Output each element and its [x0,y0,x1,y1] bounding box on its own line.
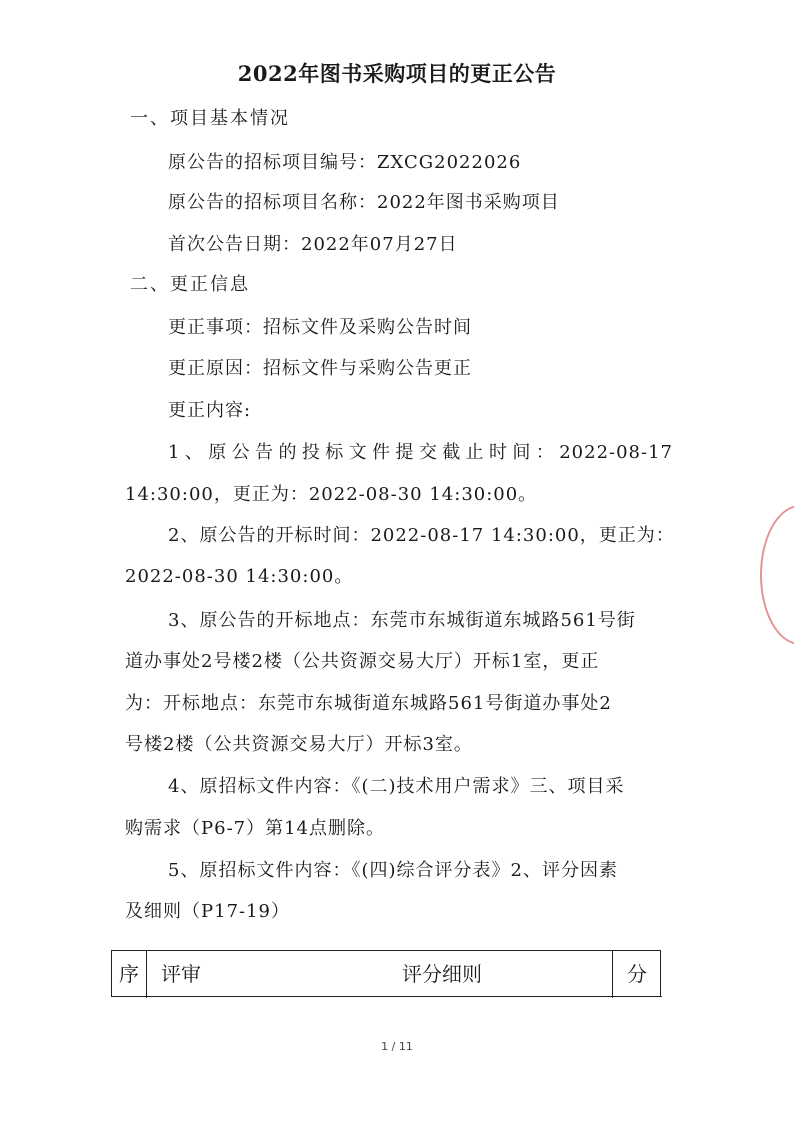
item-5-line-a: 5、原招标文件内容：《(四)综合评分表》2、评分因素 [168,860,618,881]
correction-content-label: 更正内容: [168,400,252,421]
item-1-line-a: 1、原公告的投标文件提交截止时间：2022-08-17 [168,442,673,463]
item-3-line-b: 道办事处2号楼2楼（公共资源交易大厅）开标1室，更正 [125,651,600,672]
correction-matter-line: 更正事项：招标文件及采购公告时间 [168,317,472,338]
project-name-line: 原公告的招标项目名称：2022年图书采购项目 [168,192,560,213]
table-header-index: 序 [112,951,147,998]
table-header-scoring-details: 评分细则 [402,962,482,986]
item-4-line-a: 4、原招标文件内容：《(二)技术用户需求》三、项目采 [168,776,625,797]
red-seal-stamp [760,505,794,645]
item-3-line-d: 号楼2楼（公共资源交易大厅）开标3室。 [125,734,473,755]
section-heading-correction-info: 二、更正信息 [130,274,250,295]
item-5-line-b: 及细则（P17-19） [125,901,291,922]
table-header-score: 分 [612,951,661,998]
project-number-line: 原公告的招标项目编号：ZXCG2022026 [168,152,522,173]
page-number: 1 / 11 [381,1040,413,1053]
item-4-line-b: 购需求（P6-7）第14点删除。 [125,818,386,839]
section-heading-basic-info: 一、项目基本情况 [130,108,290,129]
scoring-table-header [111,950,661,997]
first-announcement-date-line: 首次公告日期：2022年07月27日 [168,234,458,255]
item-2-line-b: 2022-08-30 14:30:00。 [125,566,354,587]
table-header-review: 评审 [161,962,201,986]
correction-reason-line: 更正原因：招标文件与采购公告更正 [168,358,472,379]
item-3-line-c: 为：开标地点：东莞市东城街道东城路561号街道办事处2 [125,693,612,714]
table-header-bottom-rule [111,996,662,997]
document-title: 2022年图书采购项目的更正公告 [237,61,557,86]
item-2-line-a: 2、原公告的开标时间：2022-08-17 14:30:00，更正为： [168,525,675,546]
item-3-line-a: 3、原公告的开标地点：东莞市东城街道东城路561号街 [168,610,636,631]
item-1-line-b: 14:30:00，更正为：2022-08-30 14:30:00。 [125,484,538,505]
